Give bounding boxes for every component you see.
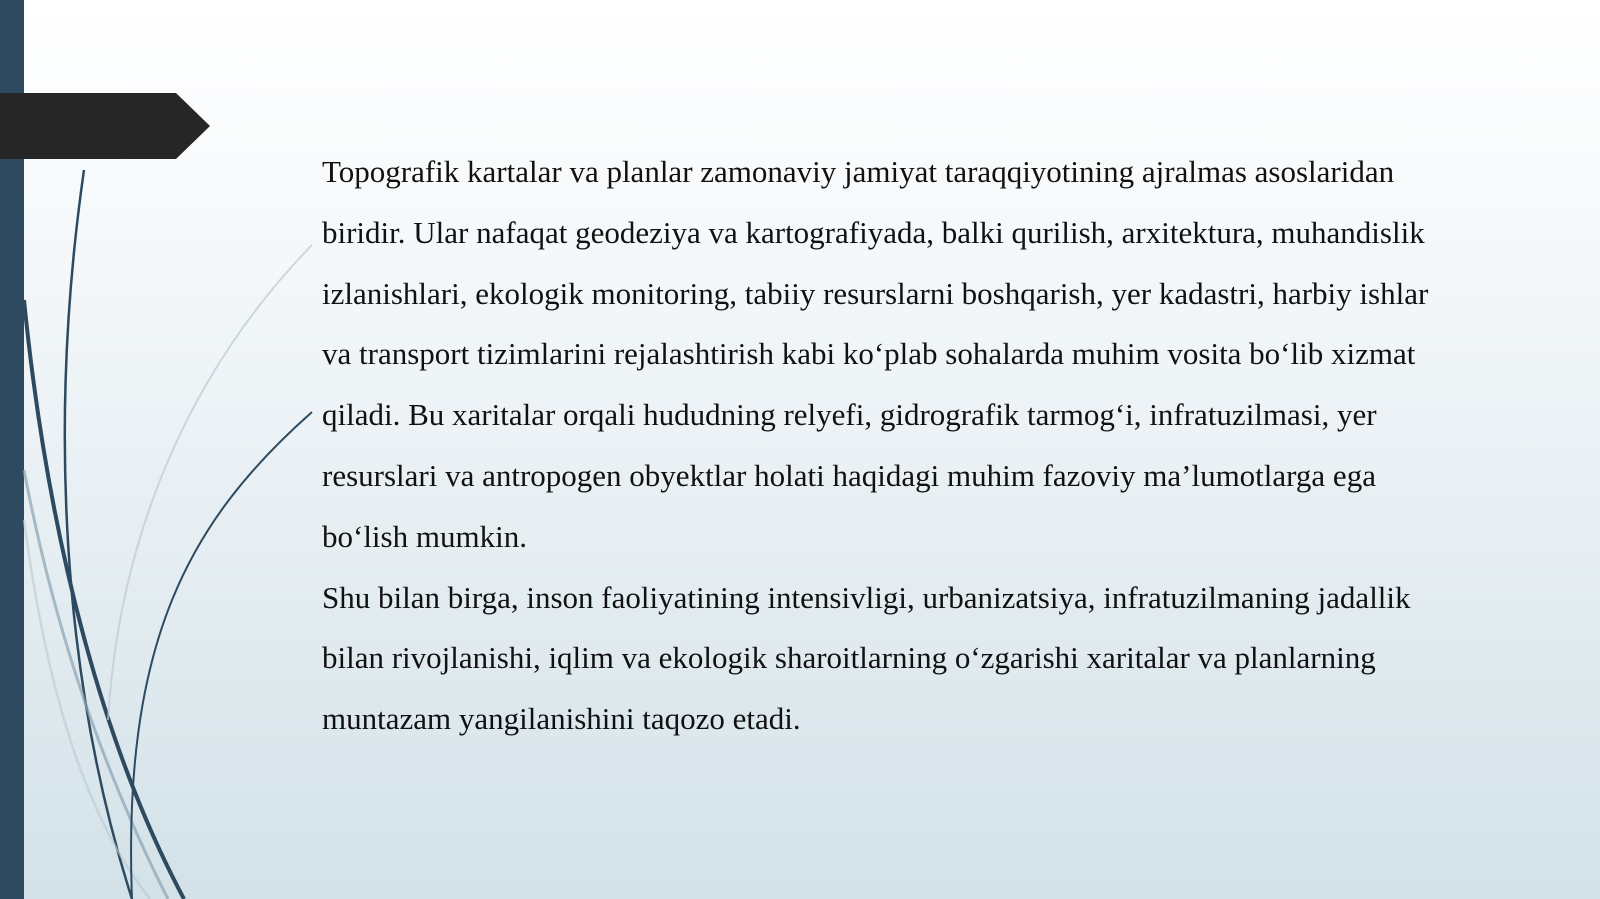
slide-body — [322, 142, 1452, 750]
body-paragraph-1: Topografik kartalar va planlar zamonaviy jamiyat taraqqiyotining ajralmas asoslaridan biridir. Ular nafaqat geodeziya va kartografiyada, balki qurilish, arxitektura, muhandislik izlanishlari, ekologik monitoring, tabiiy resurslarni boshqarish, yer kadastri, harbiy ishlar va transport tizimlarini rejalashtirish kabi ko‘plab sohalarda muhim vosita bo‘lib xizmat qiladi. Bu xaritalar orqali hududning relyefi, gidrografik tarmog‘i, infratuzilmasi, yer resurslari va antropogen obyektlar holati haqidagi muhim fazoviy ma’lumotlarga ega bo‘lish mumkin. — [322, 154, 1429, 554]
body-paragraph-2: Shu bilan birga, inson faoliyatining intensivligi, urbanizatsiya, infratuzilmaning jadallik bilan rivojlanishi, iqlim va ekologik sharoitlarning o‘zgarishi xaritalar va planlarning muntazam yangilanishini taqozo etadi. — [322, 579, 1411, 737]
title-tab-shape — [0, 93, 210, 159]
